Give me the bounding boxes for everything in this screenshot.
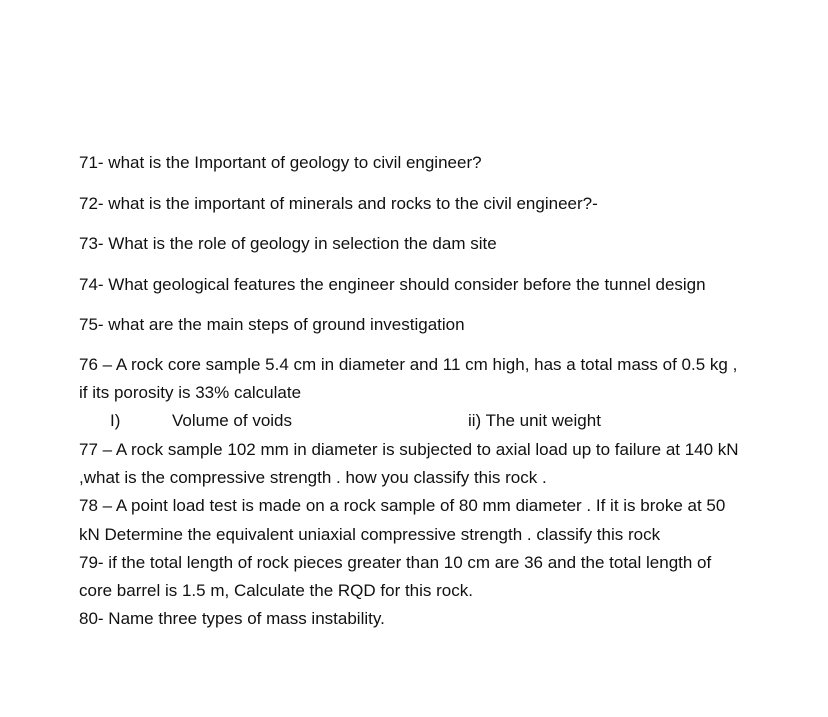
question-76-line-1: 76 – A rock core sample 5.4 cm in diameter and 11 cm high, has a total mass of 0.5 kg ,: [79, 355, 738, 374]
question-76-line-2: if its porosity is 33% calculate: [79, 383, 302, 402]
question-75: 75- what are the main steps of ground investigation: [79, 315, 465, 334]
question-77-line-1: 77 – A rock sample 102 mm in diameter is subjected to axial load up to failure at 140 kN: [79, 440, 739, 459]
question-76-part-ii-text: ii) The unit weight: [468, 411, 601, 430]
question-80: 80- Name three types of mass instability.: [79, 609, 385, 628]
question-78-line-2: kN Determine the equivalent uniaxial compressive strength . classify this rock: [79, 525, 661, 544]
question-73: 73- What is the role of geology in selection the dam site: [79, 234, 497, 253]
question-77-line-2: ,what is the compressive strength . how you classify this rock .: [79, 468, 547, 487]
question-74: 74- What geological features the engineer should consider before the tunnel design: [79, 275, 706, 294]
question-72: 72- what is the important of minerals and rocks to the civil engineer?-: [79, 194, 598, 213]
question-79-line-2: core barrel is 1.5 m, Calculate the RQD for this rock.: [79, 581, 473, 600]
question-76-part-i-number: I): [110, 411, 121, 430]
question-76-part-i-text: Volume of voids: [172, 411, 293, 430]
question-71: 71- what is the Important of geology to civil engineer?: [79, 153, 482, 172]
question-78-line-1: 78 – A point load test is made on a rock sample of 80 mm diameter . If it is broke at 50: [79, 496, 726, 515]
question-79-line-1: 79- if the total length of rock pieces greater than 10 cm are 36 and the total length of: [79, 553, 712, 572]
